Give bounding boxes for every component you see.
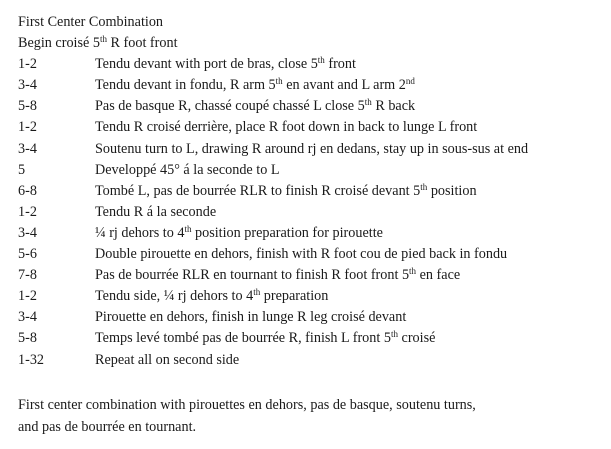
step-row: [18, 75, 606, 96]
step-count: 5-8: [18, 330, 37, 347]
step-description: Pirouette en dehors, finish in lunge R leg croisé devant: [95, 309, 407, 326]
step-count: 3-4: [18, 309, 37, 326]
step-description: Tendu R croisé derrière, place R foot down in back to lunge L front: [95, 119, 478, 136]
step-count: 7-8: [18, 267, 37, 284]
step-description: ¼ rj dehors to 4th position preparation for pirouette: [95, 223, 383, 241]
step-count: 3-4: [18, 77, 37, 94]
step-count: 5: [18, 161, 26, 178]
step-description: Repeat all on second side: [95, 351, 240, 368]
step-description: Tombé L, pas de bourrée RLR to finish R croisé devant 5th position: [95, 181, 477, 199]
step-row: [18, 350, 606, 371]
step-description: Tendu side, ¼ rj dehors to 4th preparation: [95, 287, 329, 305]
step-description: Pas de basque R, chassé coupé chassé L close 5th R back: [95, 97, 416, 115]
step-count: 6-8: [18, 182, 37, 199]
step-row: [18, 117, 606, 138]
step-description: Developpé 45° á la seconde to L: [95, 161, 280, 178]
step-count: 1-2: [18, 203, 37, 220]
step-count: 5-6: [18, 246, 37, 263]
caption: [18, 395, 603, 438]
step-description: Temps levé tombé pas de bourrée R, finish L front 5th croisé: [95, 329, 436, 347]
step-row: [18, 160, 606, 181]
step-count: 1-32: [18, 351, 45, 368]
step-row: [18, 54, 606, 75]
step-row: [18, 181, 606, 202]
step-count: 3-4: [18, 140, 37, 157]
step-count: 5-8: [18, 98, 37, 115]
step-description: Pas de bourrée RLR en tournant to finish R foot front 5th en face: [95, 266, 461, 284]
step-description: Double pirouette en dehors, finish with R foot cou de pied back in fondu: [95, 246, 508, 263]
step-count: 1-2: [18, 56, 37, 73]
step-row: [18, 328, 606, 349]
step-row: [18, 96, 606, 117]
combination-steps-list: [18, 54, 606, 370]
document-title: First Center Combination: [18, 14, 164, 30]
combination-document: [18, 12, 606, 371]
step-row: [18, 307, 606, 328]
step-row: [18, 223, 606, 244]
caption-line: First center combination with pirouettes en dehors, pas de basque, soutenu turns,: [18, 397, 476, 413]
step-row: [18, 202, 606, 223]
step-row: [18, 139, 606, 160]
step-count: 3-4: [18, 224, 37, 241]
caption-line: and pas de bourrée en tournant.: [18, 418, 197, 435]
step-description: Tendu devant with port de bras, close 5th front: [95, 55, 356, 73]
step-description: Soutenu turn to L, drawing R around rj en dedans, stay up in sous-sus at end: [95, 140, 529, 157]
step-row: [18, 286, 606, 307]
step-count: 1-2: [18, 288, 37, 305]
step-row: [18, 265, 606, 286]
step-row: [18, 244, 606, 265]
step-description: Tendu R á la seconde: [95, 203, 217, 220]
step-description: Tendu devant in fondu, R arm 5th en avant and L arm 2nd: [95, 76, 415, 94]
step-count: 1-2: [18, 119, 37, 136]
intro-line: Begin croisé 5th R foot front: [18, 34, 178, 52]
